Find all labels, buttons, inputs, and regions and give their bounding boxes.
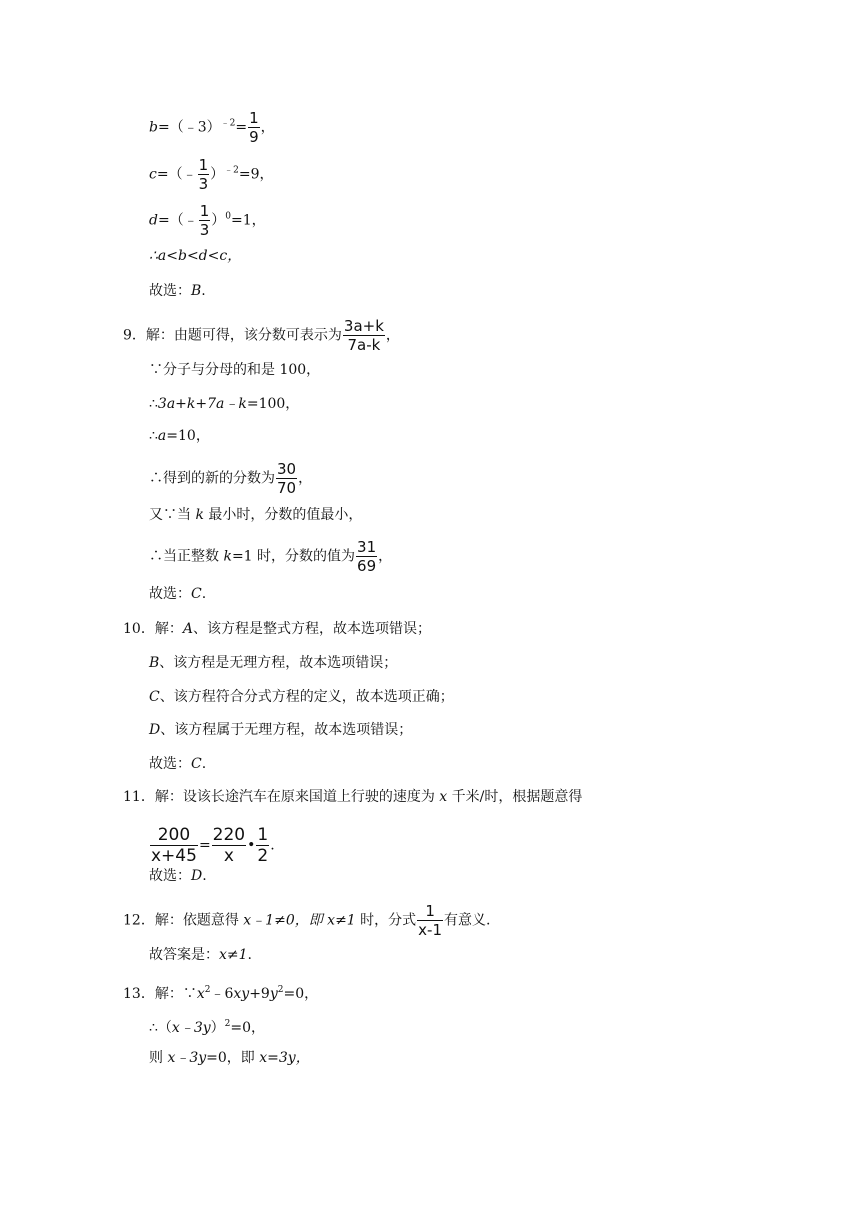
variable: y (269, 986, 278, 1002)
var-d: d (149, 212, 158, 229)
fraction (150, 826, 198, 865)
text: 、该方程符合分式方程的定义，故本选项正确； (159, 689, 454, 705)
choice: D (191, 868, 203, 884)
text: ∴当正整数 (149, 548, 224, 565)
text: • (247, 837, 256, 854)
text: 有意义. (444, 912, 491, 929)
text: =100， (246, 396, 300, 412)
text: =0，即 (206, 1050, 260, 1066)
denominator: x-1 (418, 921, 443, 939)
variable: xy (233, 986, 250, 1002)
q9-line4 (149, 426, 210, 446)
text: ， (378, 548, 393, 565)
text: ， (385, 327, 400, 344)
variable: k (223, 548, 232, 565)
answer-10 (149, 754, 206, 774)
denominator: 2 (257, 846, 269, 866)
text: 故选： (149, 756, 191, 772)
q10-line3 (149, 687, 454, 707)
variable: k (195, 507, 204, 523)
question-number: 11． (123, 789, 155, 805)
q13-line1 (123, 980, 318, 1004)
text: . (247, 947, 252, 963)
text: ∴ (149, 428, 158, 444)
option-letter: A (182, 621, 193, 637)
text: 、该方程是整式方程，故本选项错误； (192, 621, 431, 637)
option-letter: C (149, 689, 160, 705)
text: ∴ (149, 396, 158, 412)
text: +9 (249, 986, 270, 1002)
text: 解：∵ (154, 986, 197, 1002)
text: =9， (238, 166, 274, 183)
exponent: 2 (277, 985, 284, 995)
q10-line1 (123, 619, 431, 639)
exponent: 2 (204, 985, 211, 995)
text: 最小时，分数的值最小， (203, 507, 363, 523)
text: ） (210, 1020, 225, 1036)
text: =（﹣ (157, 212, 198, 229)
denominator: 3 (198, 175, 209, 193)
text: ， (298, 470, 313, 487)
denominator: 9 (249, 128, 259, 146)
q12-line1 (123, 903, 490, 938)
expression: x﹣3y (171, 1020, 211, 1036)
text: 、该方程属于无理方程，故本选项错误； (160, 722, 413, 738)
variable: x (259, 1050, 268, 1066)
text: =1， (230, 212, 266, 229)
fraction (199, 203, 211, 238)
text: =（﹣3） (157, 119, 221, 136)
fraction (276, 461, 297, 496)
numerator: 200 (150, 826, 198, 846)
numerator: 1 (199, 202, 210, 220)
fraction (343, 318, 385, 353)
denominator: 69 (357, 557, 377, 575)
text: ， (260, 119, 275, 136)
variable: x (196, 986, 205, 1002)
expression: x≠1 (327, 912, 356, 929)
numerator: 30 (277, 460, 297, 478)
numerator: 31 (357, 538, 377, 556)
answer-11 (149, 866, 207, 886)
numerator: 3a+k (343, 317, 384, 335)
text: 解：由题可得，该分数可表示为 (145, 327, 342, 344)
q13-line3 (149, 1048, 310, 1068)
text: 解：依题意得 (154, 912, 244, 929)
text: = (198, 837, 211, 854)
numerator: 1 (417, 903, 443, 921)
expression: =3y， (267, 1050, 310, 1066)
question-number: 12． (123, 912, 155, 929)
numerator: 1 (198, 156, 209, 174)
text: =1 时，分数的值为 (231, 548, 356, 565)
var-b: b (149, 119, 158, 136)
numerator: 220 (212, 825, 246, 845)
choice: C (191, 586, 202, 602)
fraction (417, 903, 443, 938)
expression: 3a+k+7a﹣k (157, 396, 247, 412)
answer-8 (149, 281, 206, 301)
text: =0， (283, 986, 319, 1002)
denominator: 7a-k (347, 336, 381, 354)
text: . (201, 586, 207, 602)
exponent: 0 (225, 211, 231, 222)
option-letter: D (149, 722, 161, 738)
order-line: ∴a<b<d<c， (149, 248, 242, 264)
exponent: ﹣2 (220, 118, 236, 129)
variable: a (157, 428, 167, 444)
q9-line2: ∵分子与分母的和是 100， (149, 362, 321, 378)
text: = (235, 119, 248, 136)
c-line (149, 157, 274, 192)
text: ﹣6 (210, 986, 234, 1002)
q9-line5 (149, 461, 312, 496)
fraction (256, 826, 269, 865)
q10-line4 (149, 720, 412, 740)
var-c: c (149, 166, 157, 183)
fraction (212, 826, 246, 865)
exponent: 2 (224, 1019, 231, 1029)
q13-line2 (149, 1014, 265, 1038)
text: =10， (166, 428, 210, 444)
text: ） (211, 212, 226, 229)
text: 、该方程是无理方程，故本选项错误； (159, 655, 398, 671)
numerator: 1 (257, 825, 269, 845)
d-line (149, 203, 266, 238)
denominator: 70 (277, 479, 297, 497)
text: 则 (149, 1050, 168, 1066)
text: 时，分式 (355, 912, 417, 929)
answer-9 (149, 584, 206, 604)
choice: C (191, 756, 202, 772)
text: 又∵当 (149, 507, 196, 523)
text: ） (210, 166, 225, 183)
text: . (202, 868, 207, 884)
answer-12 (149, 945, 252, 965)
q9-line7 (149, 539, 392, 574)
q11-equation (149, 826, 275, 865)
q9-line1 (123, 318, 400, 353)
text: 解：设该长途汽车在原来国道上行驶的速度为 (154, 789, 440, 805)
choice: B (191, 283, 202, 299)
text: 故选： (149, 868, 191, 884)
denominator: x+45 (151, 846, 197, 866)
denominator: 3 (199, 221, 210, 239)
expression: x﹣1≠0，即 (243, 912, 328, 929)
expression: x﹣3y (167, 1050, 207, 1066)
text: . (201, 283, 206, 299)
variable: x (439, 789, 448, 805)
text: =（﹣ (156, 166, 197, 183)
value: x≠1 (219, 947, 248, 963)
q9-line3 (149, 394, 299, 414)
text: 故选： (149, 283, 191, 299)
text: ∴得到的新的分数为 (149, 470, 275, 487)
question-number: 10． (123, 621, 155, 637)
q9-line6 (149, 505, 362, 525)
q10-line2 (149, 653, 397, 673)
text: 故答案是： (149, 947, 219, 963)
fraction (198, 157, 210, 192)
text: ∴（ (149, 1020, 172, 1036)
text: 故选： (149, 586, 191, 602)
denominator: x (223, 846, 234, 866)
b-line (149, 110, 275, 145)
text: . (201, 756, 207, 772)
text: 解： (154, 621, 183, 637)
q11-line1 (123, 787, 582, 807)
numerator: 1 (249, 109, 259, 127)
fraction (356, 539, 377, 574)
text: =0， (230, 1020, 266, 1036)
exponent: ﹣2 (224, 165, 239, 176)
question-number: 13． (123, 986, 155, 1002)
option-letter: B (149, 655, 160, 671)
text: 千米/时，根据题意得 (447, 789, 583, 805)
text: . (270, 837, 275, 854)
fraction (248, 110, 260, 145)
question-number: 9． (123, 327, 146, 344)
